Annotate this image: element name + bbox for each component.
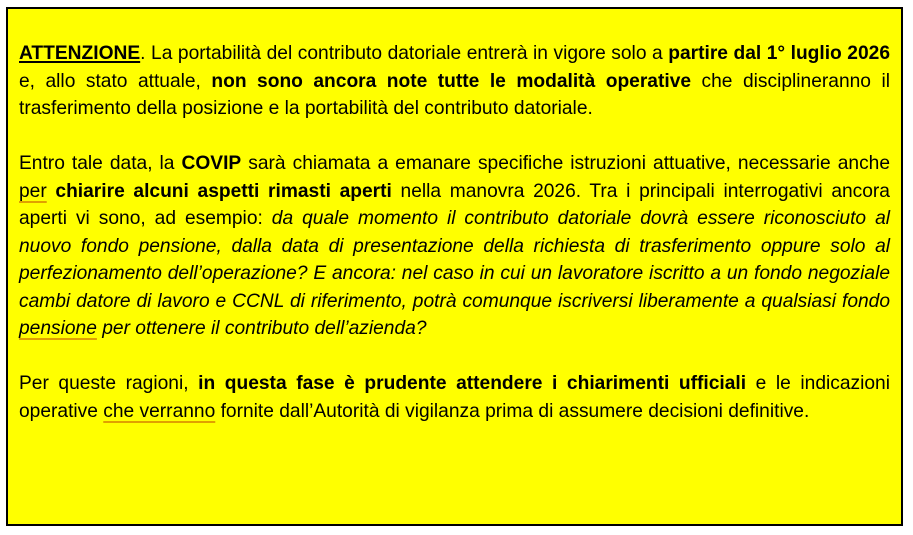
underlined-text: che verranno xyxy=(103,400,216,422)
underlined-italic-text: pensione xyxy=(19,318,97,339)
bold-text: COVIP xyxy=(181,153,242,174)
text: fornite dall’Autorità di vigilanza prima di assumere decisioni definitive. xyxy=(215,400,810,422)
paragraph-covip xyxy=(19,150,890,343)
text: . La portabilità del contributo datoriale entrerà in vigore solo a xyxy=(140,43,669,64)
bold-text: in questa fase è prudente attendere i chiarimenti ufficiali xyxy=(198,373,747,394)
paragraph-conclusion xyxy=(19,370,890,425)
bold-text: chiarire alcuni aspetti rimasti aperti xyxy=(55,180,392,202)
attention-heading: ATTENZIONE xyxy=(19,43,141,64)
text: nella manovra 2026. Tra i principali interrogativi ancora aperti vi sono, ad esempio: xyxy=(19,180,890,229)
bold-text: partire dal 1° luglio 2026 xyxy=(668,43,890,64)
bold-text: non sono ancora note tutte le modalità operative xyxy=(211,70,692,92)
italic-text: da quale momento il contributo datoriale dovrà essere riconosciuto al nuovo fondo pensione, dalla data di presentazione della richiesta di trasferimento oppure solo al perfezionamento dell’operazione? E ancora: nel caso in cui un lavoratore iscritto a un fondo negoziale cambi datore di lavoro e CCNL di riferimento, potrà comunque iscriversi liberamente a qualsiasi fondo xyxy=(19,208,890,312)
underlined-text: per xyxy=(19,180,47,202)
paragraph-warning xyxy=(19,40,890,123)
italic-text: per ottenere il contributo dell’azienda? xyxy=(96,318,427,339)
text: e le indicazioni operative xyxy=(19,373,890,422)
text: sarà chiamata a emanare specifiche istruzioni attuative, necessarie anche xyxy=(241,153,891,174)
text: e, allo stato attuale, xyxy=(19,70,212,92)
text: che disciplineranno il trasferimento della posizione e la portabilità del contributo datoriale. xyxy=(19,70,890,119)
notice-box xyxy=(6,7,903,526)
text: Per queste ragioni, xyxy=(19,373,199,394)
text: Entro tale data, la xyxy=(19,153,182,174)
